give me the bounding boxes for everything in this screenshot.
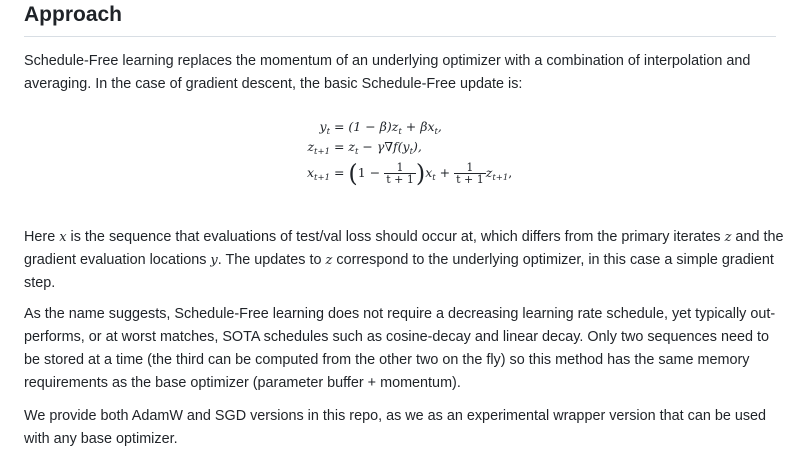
explanation-paragraph: Here x is the sequence that evaluations of test/val loss should occur at, which differs from the primary iterates z and the gradient evaluation locations y. The updates to z correspond to the underlying optimizer, in this case a simple gradient step. — [24, 229, 784, 291]
equation-y: $y_t = (1 - \beta)z_t + \beta x_t$, — [319, 119, 442, 137]
intro-paragraph: Schedule-Free learning replaces the momentum of an underlying optimizer with a combination of interpolation and averaging. In the case of gradient descent, the basic Schedule-Free update is: — [24, 53, 751, 92]
versions-paragraph: We provide both AdamW and SGD versions in this repo, as we as an experimental wrapper version that can be used with any base optimizer. — [24, 408, 767, 447]
equation-x: $x_{t+1} = (1$ − $\frac{1}{t + 1}$ )$x_t$ + $\frac{1}{t + 1}$ $z_{t+1}$, — [306, 159, 513, 188]
schedule-paragraph: As the name suggests, Schedule-Free learning does not require a decreasing learning rate schedule, yet typically out-performs, or at worst matches, SOTA schedules such as cosine-decay and linear decay. Only two sequences need to be stored at a time (the third can be computed from the other two on the fly) so this method has the same memory requirements as the base optimizer (parameter buffer + momentum). — [24, 306, 776, 391]
heading-divider — [24, 36, 776, 37]
equation-z: $z_{t+1} = z_t - \gamma\nabla f(y_t)$, — [307, 139, 422, 157]
section-heading: Approach — [24, 3, 123, 26]
